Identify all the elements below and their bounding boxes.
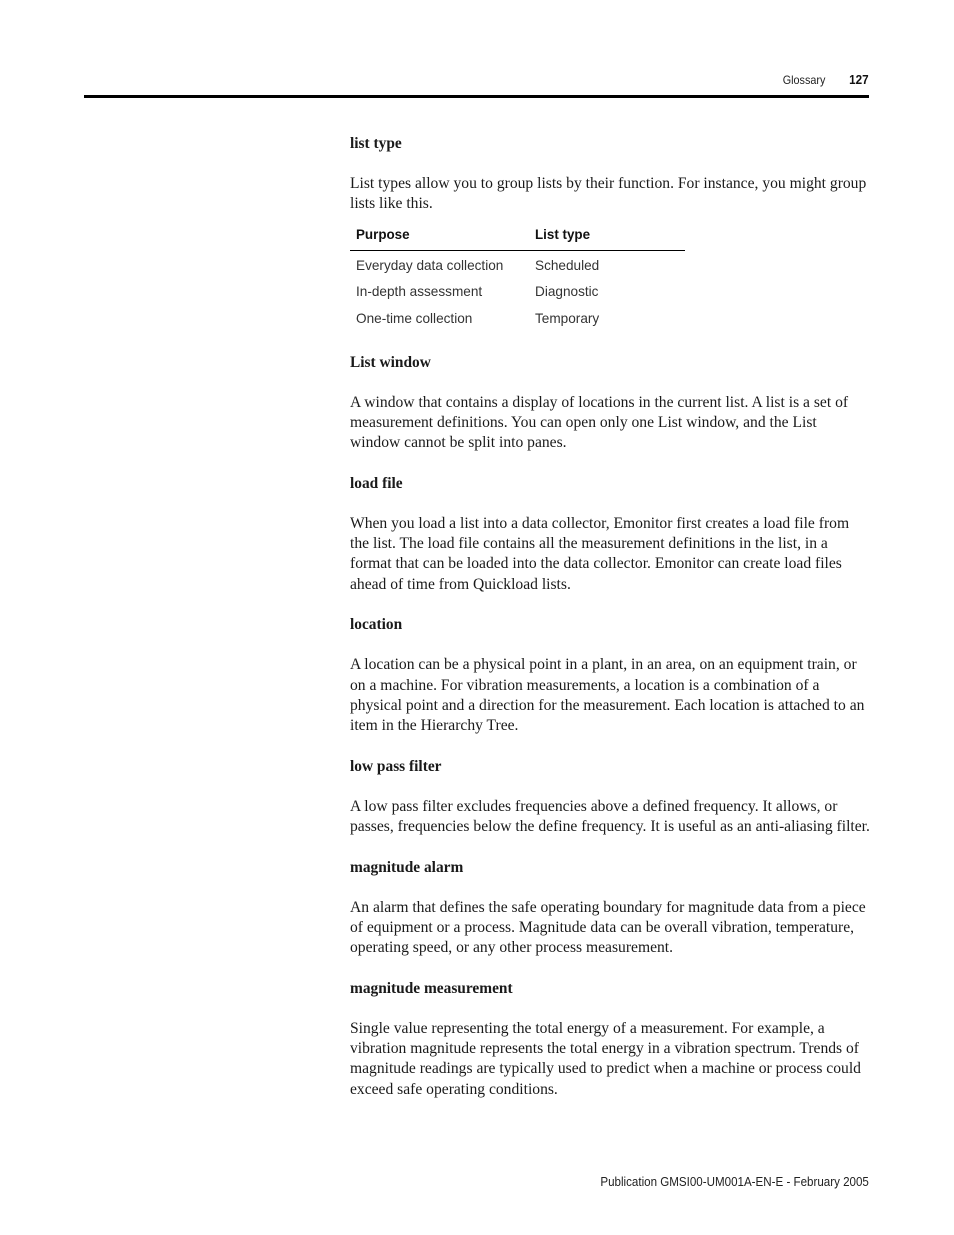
glossary-entry-magnitude-measurement <box>350 979 870 1100</box>
glossary-term: List window <box>350 353 431 371</box>
glossary-entry-location <box>350 615 870 736</box>
glossary-definition: When you load a list into a data collector, Emonitor first creates a load file from the list. The load file contains all the measurement definitions in the list, in a format that can be loaded into the data collector. Emonitor can create load files ahead of time from Quickload lists. <box>350 515 850 593</box>
table-cell-list-type: Scheduled <box>535 257 600 273</box>
glossary-entry-low-pass-filter <box>350 757 870 838</box>
table-header-row <box>350 225 685 251</box>
glossary-term: magnitude measurement <box>350 979 513 997</box>
list-type-table <box>350 225 685 331</box>
table-cell-purpose: In-depth assessment <box>356 284 483 300</box>
glossary-term: list type <box>350 135 402 152</box>
table-cell-list-type: Diagnostic <box>535 284 599 300</box>
glossary-term: location <box>350 616 403 634</box>
glossary-entry-list-window <box>350 353 870 454</box>
table-row <box>350 251 685 278</box>
glossary-definition: A window that contains a display of locations in the current list. A list is a set of measurement definitions. You can open only one List window, and the List window cannot be split into panes. <box>350 393 849 452</box>
glossary-entry-load-file <box>350 474 870 595</box>
glossary-definition: An alarm that defines the safe operating boundary for magnitude data from a piece of equipment or a process. Magnitude data can be overall vibration, temperature, operating speed, or any other process measurement. <box>350 898 866 957</box>
glossary-definition: List types allow you to group lists by their function. For instance, you might group lists like this. <box>350 175 867 213</box>
table-header-purpose: Purpose <box>356 226 410 242</box>
header-page-number: 127 <box>849 72 869 87</box>
table-cell-purpose: One-time collection <box>356 311 473 326</box>
glossary-term: load file <box>350 474 403 492</box>
table-row <box>350 277 685 304</box>
glossary-definition: Single value representing the total energy of a measurement. For example, a vibration magnitude represents the total energy in a vibration spectrum. Trends of magnitude readings are typically used to predict when a machine or process could exceed safe operating conditions. <box>350 1020 861 1098</box>
table-row <box>350 304 685 331</box>
glossary-definition: A low pass filter excludes frequencies above a defined frequency. It allows, or passes, frequencies below the define frequency. It is useful as an anti-aliasing filter. <box>350 797 870 836</box>
glossary-content <box>350 134 870 1120</box>
glossary-entry-list-type <box>350 134 870 215</box>
header-rule <box>84 95 869 98</box>
header-section-title: Glossary <box>782 73 825 87</box>
glossary-definition: A location can be a physical point in a plant, in an area, on an equipment train, or on a machine. For vibration measurements, a location is a combination of a physical point and a direction for the measurement. Each location is attached to an item in the Hierarchy Tree. <box>350 656 865 735</box>
page-footer: Publication GMSI00-UM001A-EN-E - February 2005 <box>600 1175 869 1189</box>
page-header <box>84 64 869 98</box>
glossary-entry-magnitude-alarm <box>350 858 870 959</box>
glossary-term: low pass filter <box>350 757 442 775</box>
table-cell-purpose: Everyday data collection <box>356 257 504 273</box>
table-header-list-type: List type <box>535 226 591 242</box>
table-cell-list-type: Temporary <box>535 311 600 326</box>
glossary-term: magnitude alarm <box>350 858 464 876</box>
